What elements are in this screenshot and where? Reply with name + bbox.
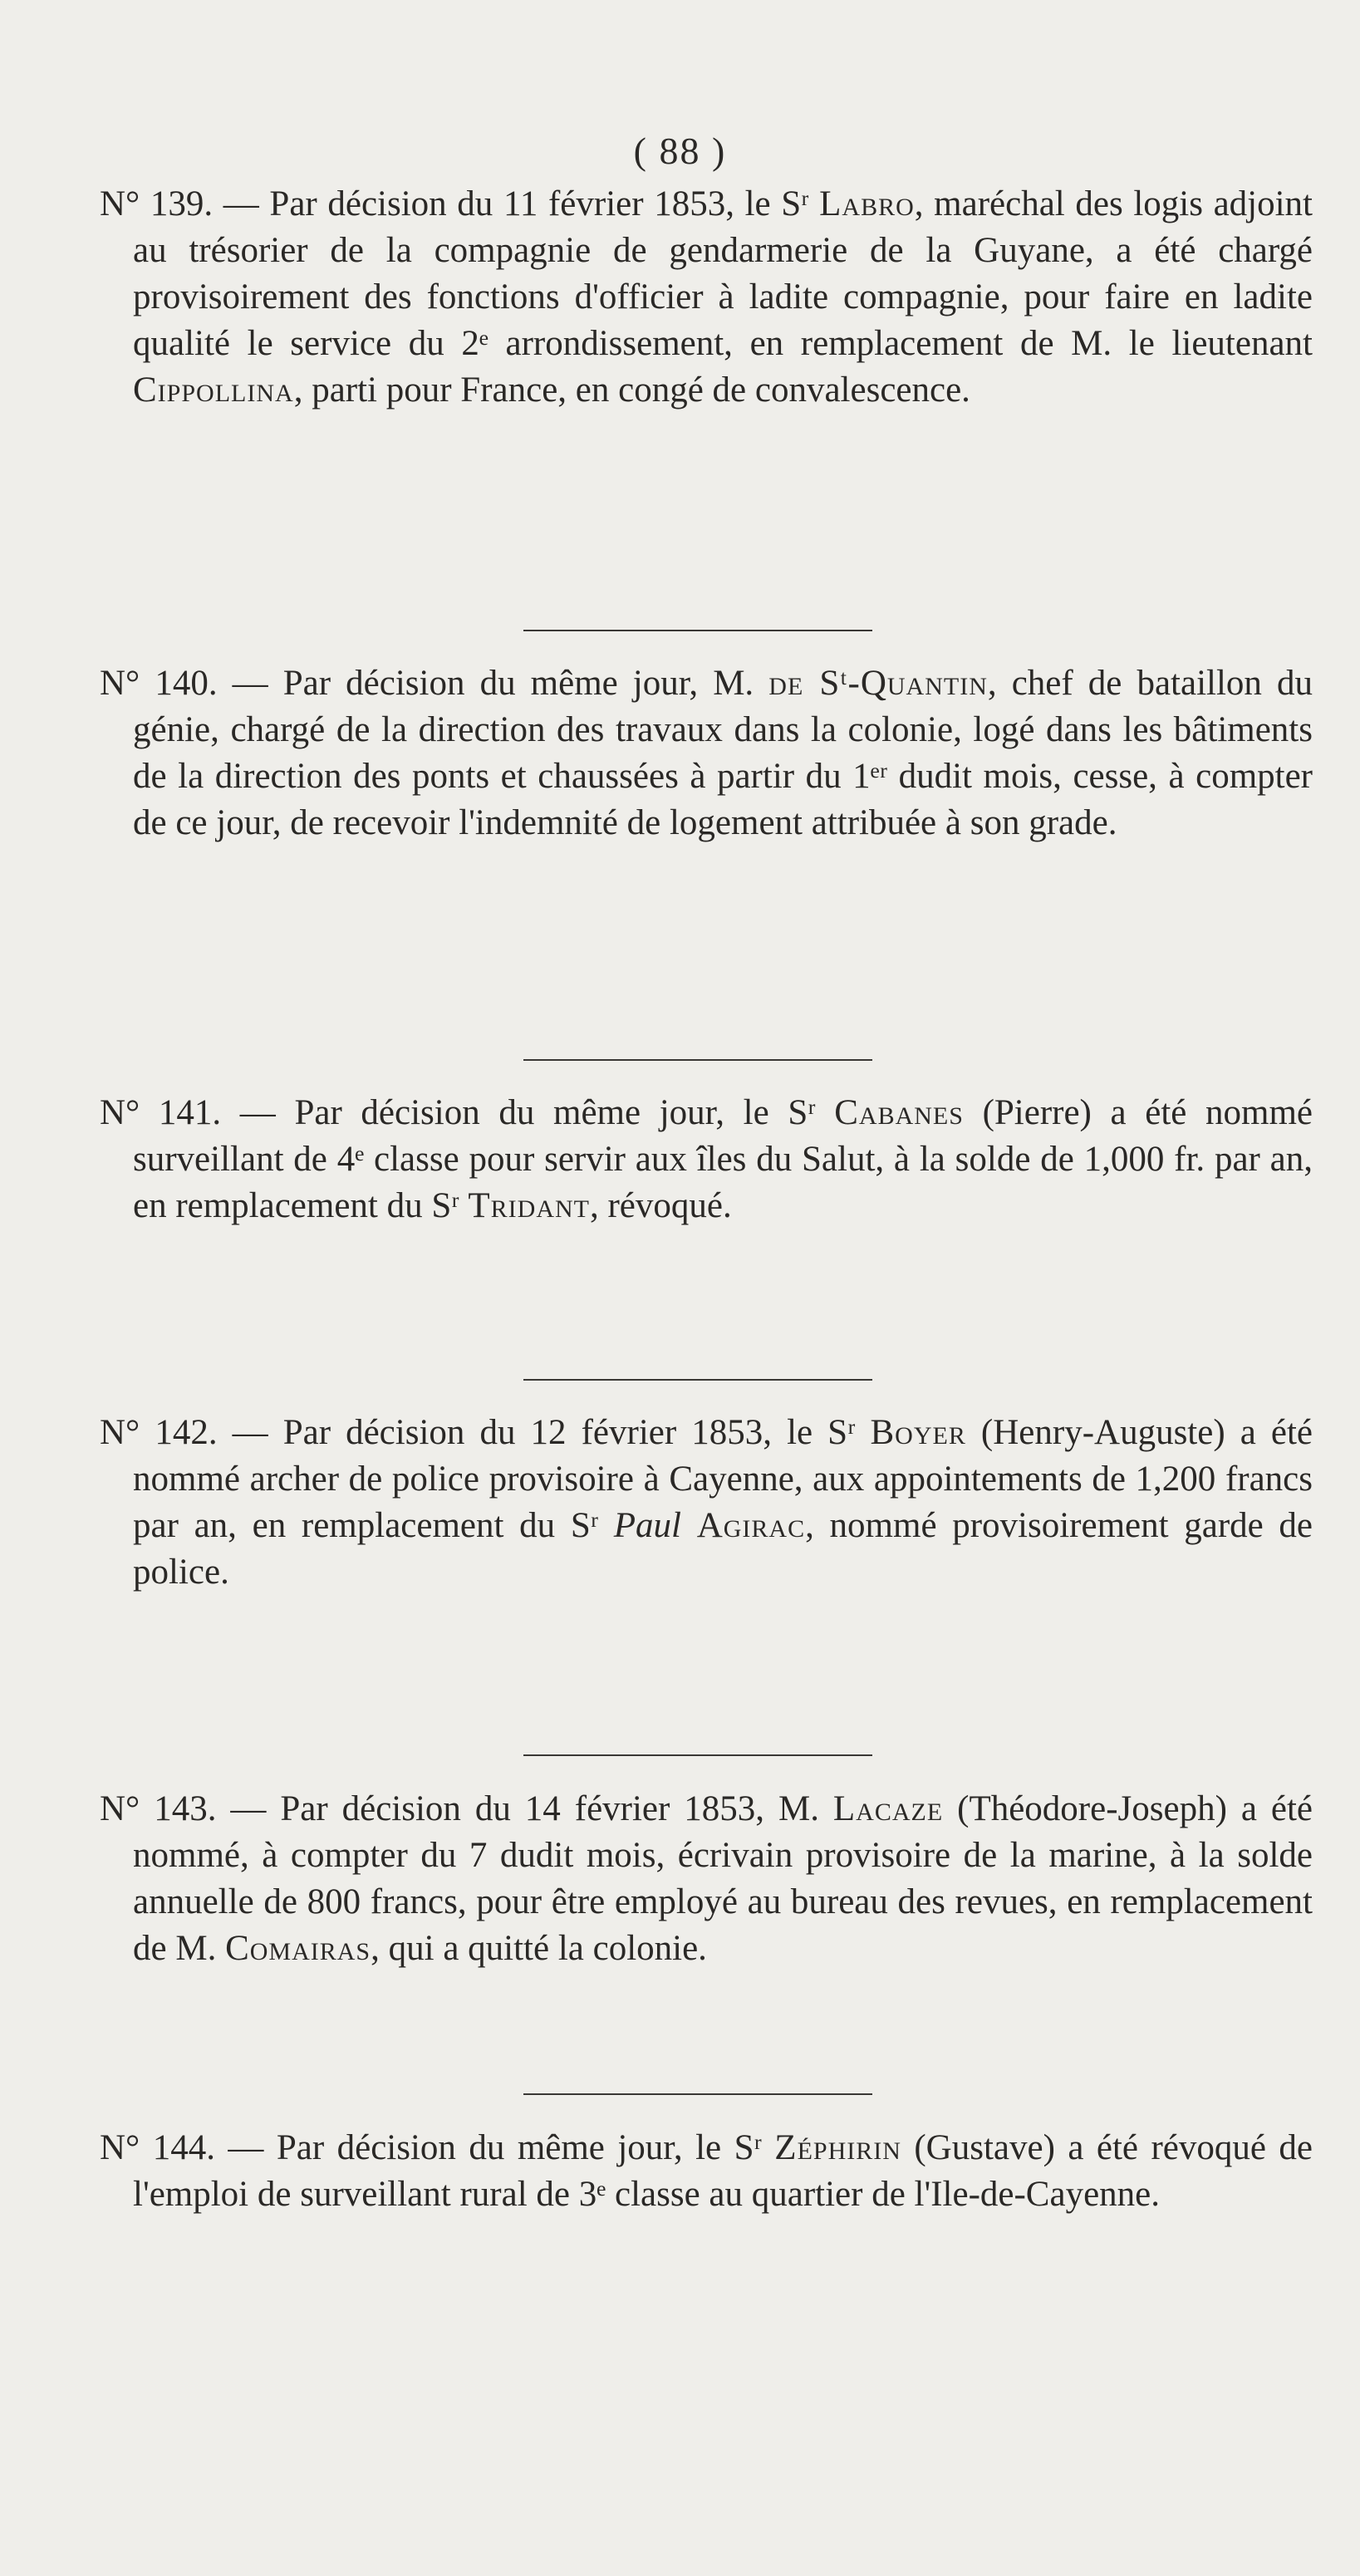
entry-paragraph: [100, 660, 1313, 846]
separator-rule: [523, 630, 872, 631]
decision-entry-140: [100, 660, 1313, 846]
entry-number: N° 141.: [100, 1093, 222, 1132]
entry-number: N° 144.: [100, 2128, 215, 2167]
person-name: Tridant: [468, 1186, 590, 1225]
entry-text: — Par décision du 11 février 1853, le Sʳ: [213, 184, 820, 223]
entry-text: (Théodore-Joseph) a été nommé, à compter du 7 dudit mois, écrivain provisoire de la marine, à la solde annuelle de 800 francs, pour être employé au bureau des revues, en remplacement de M.: [133, 1789, 1313, 1968]
entry-text: — Par décision du 14 février 1853, M.: [216, 1789, 833, 1828]
separator-rule: [523, 1754, 872, 1756]
person-name: Boyer: [870, 1413, 966, 1452]
person-name: Cippollina: [133, 370, 294, 410]
entry-number: N° 140.: [100, 664, 218, 703]
entry-number: N° 139.: [100, 184, 214, 223]
entry-paragraph: [100, 2125, 1313, 2218]
entry-text: , parti pour France, en congé de convalescence.: [293, 370, 970, 410]
entry-text: , maréchal des logis adjoint au trésorier de la compagnie de gendarmerie de la Guyane, a été chargé provisoirement des fonctions d'officier à ladite compagnie, pour faire en ladite qualité le service du 2ᵉ arrondissement, en remplacement de M. le lieutenant: [133, 184, 1313, 363]
entry-text: , chef de bataillon du génie, chargé de la direction des travaux dans la colonie, logé dans les bâtiments de la direction des ponts et chaussées à partir du 1ᵉʳ dudit mois, cesse, à compter de ce jour, de recevoir l'indemnité de logement attribuée à son grade.: [133, 664, 1313, 842]
person-name: Agirac: [696, 1506, 806, 1545]
entry-paragraph: [100, 1090, 1313, 1229]
entry-text: , qui a quitté la colonie.: [371, 1929, 707, 1968]
entry-text: — Par décision du même jour, M.: [217, 664, 769, 703]
separator-rule: [523, 1379, 872, 1381]
entry-text: — Par décision du 12 février 1853, le Sʳ: [217, 1413, 871, 1452]
entry-paragraph: [100, 181, 1313, 414]
separator-rule: [523, 2093, 872, 2095]
person-name: de Sᵗ-Quantin: [768, 664, 988, 703]
person-name: Comairas: [225, 1929, 371, 1968]
person-name: Labro: [819, 184, 915, 223]
person-name: Lacaze: [832, 1789, 944, 1828]
decision-entry-142: [100, 1410, 1313, 1596]
person-name: Cabanes: [834, 1093, 964, 1132]
entry-text: , nommé provisoirement garde de police.: [133, 1506, 1313, 1592]
page-number: ( 88 ): [633, 130, 727, 172]
decision-entry-144: [100, 2125, 1313, 2218]
person-first-name: Paul: [613, 1506, 681, 1545]
entry-paragraph: [100, 1410, 1313, 1596]
separator-rule: [523, 1059, 872, 1061]
entry-text: [681, 1506, 697, 1545]
decision-entry-139: [100, 181, 1313, 414]
decision-entry-141: [100, 1090, 1313, 1229]
entry-number: N° 143.: [100, 1789, 217, 1828]
entry-paragraph: [100, 1786, 1313, 1972]
person-name: Zéphirin: [774, 2128, 901, 2167]
entry-number: N° 142.: [100, 1413, 218, 1452]
entry-text: , révoqué.: [589, 1186, 732, 1225]
decision-entry-143: [100, 1786, 1313, 1972]
entry-text: (Pierre) a été nommé surveillant de 4ᵉ classe pour servir aux îles du Salut, à la solde de 1,000 fr. par an, en remplacement du Sʳ: [133, 1093, 1313, 1225]
entry-text: — Par décision du même jour, le Sʳ: [221, 1093, 835, 1132]
entry-text: (Henry-Auguste) a été nommé archer de police provisoire à Cayenne, aux appointements de 1,200 francs par an, en remplacement du Sʳ: [133, 1413, 1313, 1545]
entry-text: — Par décision du même jour, le Sʳ: [214, 2128, 775, 2167]
entry-text: (Gustave) a été révoqué de l'emploi de surveillant rural de 3ᵉ classe au quartier de l'Ile-de-Cayenne.: [133, 2128, 1313, 2214]
